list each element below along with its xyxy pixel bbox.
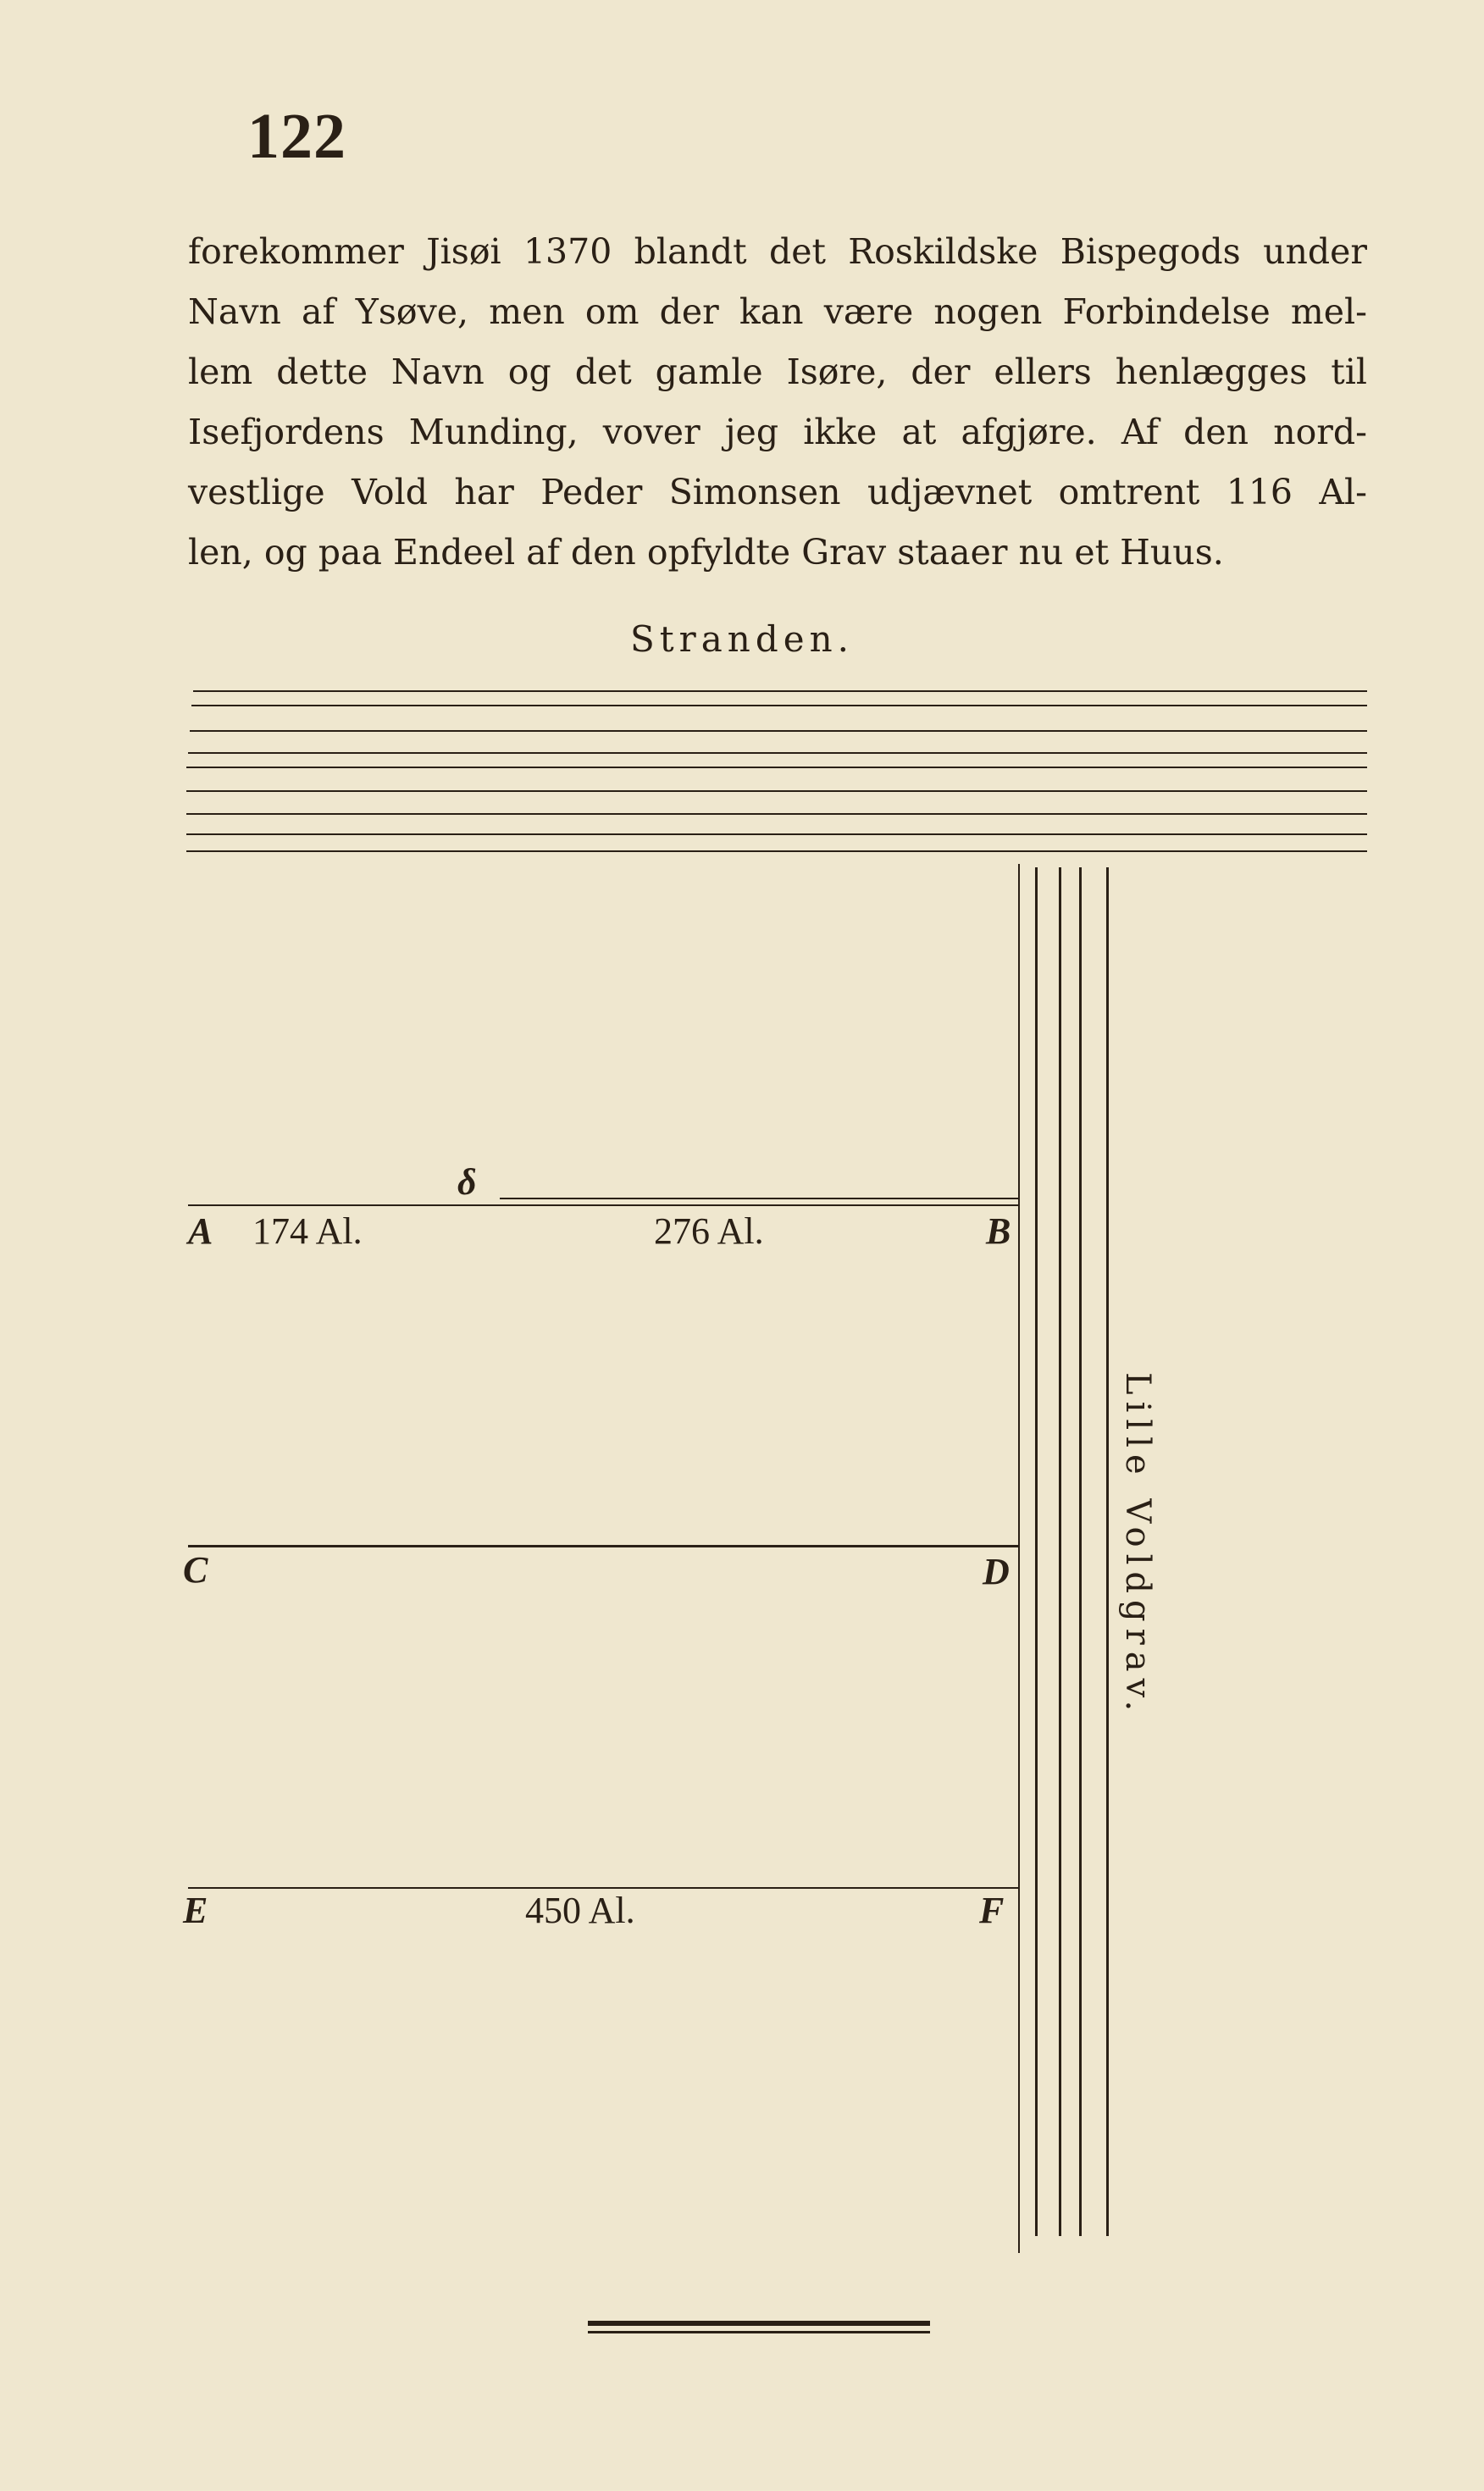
line-ab [188, 1204, 1018, 1206]
corner-d-label: D [983, 1551, 1010, 1592]
body-line: Navn af Ysøve, men om der kan være nogen Forbindelse mel- [188, 291, 1367, 332]
diagram-top-line [186, 850, 1367, 852]
diagram-top-line [186, 790, 1367, 792]
diagram-vertical-line [1018, 864, 1020, 2253]
diagram-vertical-line [1035, 867, 1038, 2236]
corner-a-label: A [188, 1210, 213, 1252]
diagram-top-line [186, 767, 1367, 768]
corner-c-label: C [183, 1549, 208, 1591]
page-number: 122 [247, 101, 346, 172]
diagram-top-line [190, 730, 1367, 732]
corner-f-label: F [979, 1890, 1005, 1931]
corner-b-label: B [986, 1210, 1011, 1252]
measure-ab-left: 174 Al. [252, 1210, 363, 1252]
line-cd [188, 1545, 1018, 1547]
body-line: Isefjordens Munding, vover jeg ikke at afgjøre. Af den nord- [188, 412, 1367, 452]
end-rule [588, 2321, 930, 2326]
measure-ef: 450 Al. [525, 1890, 635, 1931]
body-line: lem dette Navn og det gamle Isøre, der ellers henlægges til [188, 352, 1367, 392]
body-paragraph [188, 222, 1367, 583]
diagram-vertical-line [1059, 867, 1061, 2236]
diagram-top-line [193, 690, 1367, 692]
diagram-vertical-line [1079, 867, 1082, 2236]
diagram-top-line [186, 813, 1367, 815]
body-line: vestlige Vold har Peder Simonsen udjævnet omtrent 116 Al- [188, 472, 1367, 512]
diagram-vertical-line [1106, 867, 1109, 2236]
vertical-label: Lille Voldgrav. [1118, 1372, 1157, 1719]
corner-e-label: E [183, 1890, 208, 1931]
diagram-top-line [186, 833, 1367, 835]
section-heading: Stranden. [630, 618, 854, 660]
delta-label: δ [457, 1161, 477, 1203]
measure-ab-right: 276 Al. [654, 1210, 764, 1252]
diagram-top-line [191, 705, 1367, 706]
line-ab-upper [500, 1198, 1018, 1199]
body-line: len, og paa Endeel af den opfyldte Grav staaer nu et Huus. [188, 532, 1224, 573]
body-line: forekommer Jisøi 1370 blandt det Roskildske Bispegods under [188, 231, 1367, 272]
diagram-top-line [188, 752, 1367, 754]
end-rule [588, 2331, 930, 2333]
